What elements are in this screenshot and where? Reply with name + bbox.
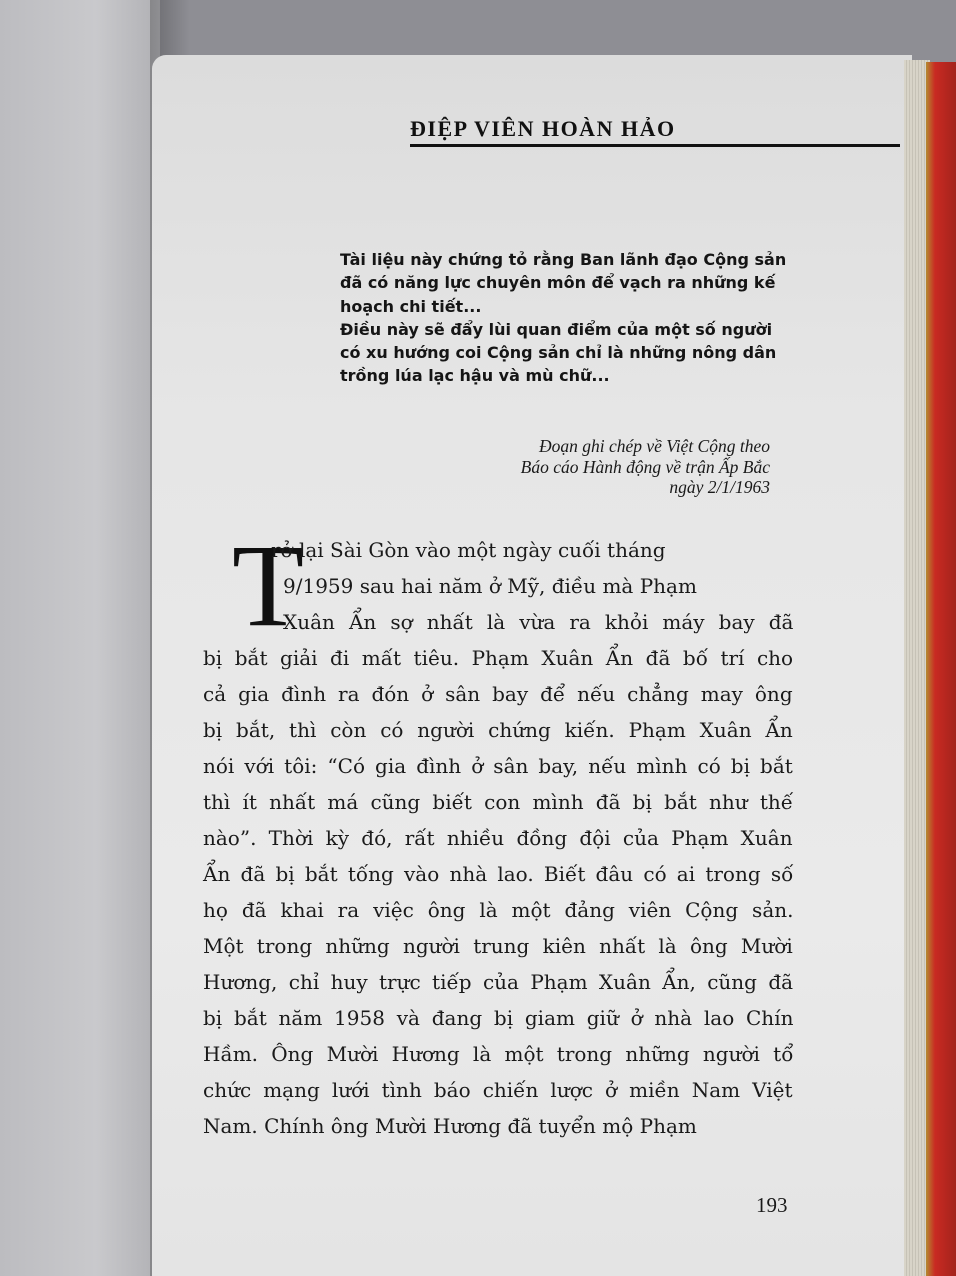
body-line: cả gia đình ra đón ở sân bay để nếu chẳng may ông: [203, 682, 793, 706]
source-line: ngày 2/1/1963: [669, 477, 770, 497]
epigraph-line: đã có năng lực chuyên môn để vạch ra những kế: [340, 273, 776, 293]
epigraph-line: hoạch chi tiết...: [340, 296, 482, 316]
body-line: Xuân Ẩn sợ nhất là vừa ra khỏi máy bay đã: [283, 610, 794, 634]
header-rule: [410, 144, 900, 147]
body-line: rở lại Sài Gòn vào một ngày cuối tháng: [271, 538, 666, 562]
body-line: Hương, chỉ huy trực tiếp của Phạm Xuân Ẩn, cũng đã: [203, 970, 794, 994]
left-page: [0, 0, 160, 1276]
body-line: chức mạng lưới tình báo chiến lược ở miền Nam Việt: [203, 1078, 793, 1102]
body-line: bị bắt năm 1958 và đang bị giam giữ ở nhà lao Chín: [203, 1006, 794, 1030]
source-line: Đoạn ghi chép về Việt Cộng theo: [538, 436, 770, 456]
book-cover-edge: [926, 62, 956, 1276]
drop-cap: T: [232, 520, 305, 651]
body-line: họ đã khai ra việc ông là một đảng viên Cộng sản.: [203, 898, 794, 922]
epigraph-line: Điều này sẽ đẩy lùi quan điểm của một số người: [340, 319, 773, 339]
body-line: nào”. Thời kỳ đó, rất nhiều đồng đội của Phạm Xuân: [203, 826, 793, 850]
running-header: [410, 116, 900, 148]
page-number: 193: [756, 1193, 788, 1217]
epigraph-source: [440, 436, 770, 498]
header-title: ĐIỆP VIÊN HOÀN HẢO: [410, 116, 676, 141]
body-line: thì ít nhất má cũng biết con mình đã bị bắt như thế: [203, 790, 794, 814]
body-line: Nam. Chính ông Mười Hương đã tuyển mộ Phạm: [203, 1114, 697, 1138]
source-line: Báo cáo Hành động về trận Ấp Bắc: [520, 456, 770, 477]
body-line: Một trong những người trung kiên nhất là ông Mười: [203, 934, 793, 958]
body-line: 9/1959 sau hai năm ở Mỹ, điều mà Phạm: [283, 574, 697, 598]
body-line: bị bắt, thì còn có người chứng kiến. Phạm Xuân Ẩn: [203, 718, 793, 742]
body-line: Hầm. Ông Mười Hương là một trong những người tổ: [203, 1042, 794, 1066]
epigraph-line: Tài liệu này chứng tỏ rằng Ban lãnh đạo Cộng sản: [340, 250, 787, 269]
epigraph-line: có xu hướng coi Cộng sản chỉ là những nông dân: [340, 343, 777, 363]
epigraph: [340, 248, 787, 388]
epigraph-line: trồng lúa lạc hậu và mù chữ...: [340, 366, 610, 386]
body-line: bị bắt giải đi mất tiêu. Phạm Xuân Ẩn đã bố trí cho: [203, 646, 794, 670]
body-line: nói với tôi: “Có gia đình ở sân bay, nếu mình có bị bắt: [203, 754, 793, 778]
body-line: Ẩn đã bị bắt tống vào nhà lao. Biết đâu có ai trong số: [203, 862, 794, 886]
